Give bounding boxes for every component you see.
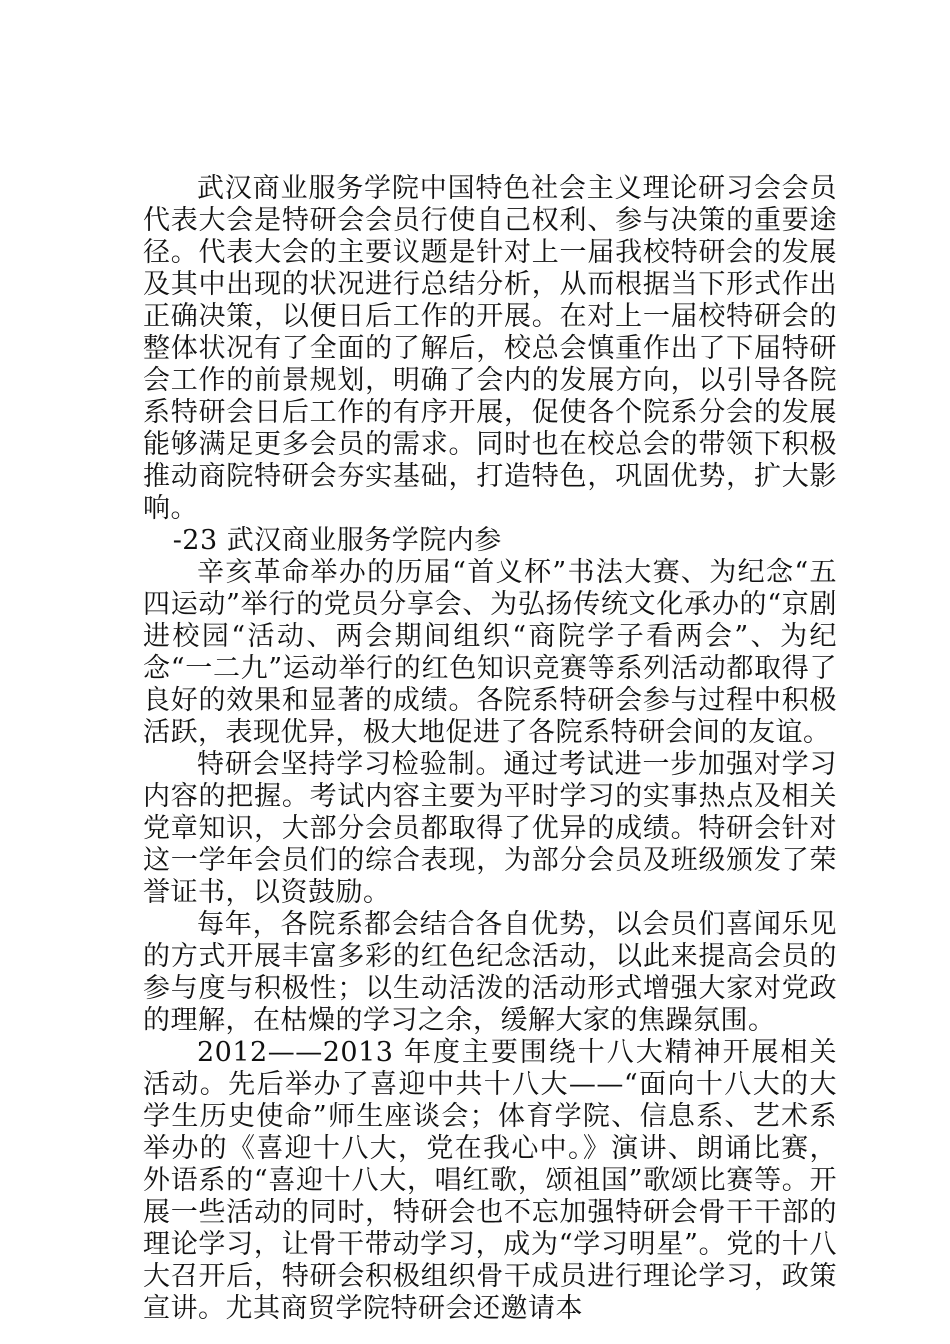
paragraph-activities: 辛亥革命举办的历届“首义杯”书法大赛、为纪念“五四运动”举行的党员分享会、为弘扬传统文化承办的“京剧进校园“活动、两会期间组织“商院学子看两会”、为纪念“一二九”运动举行的红色知识竞赛等系列活动都取得了良好的效果和显著的成绩。各院系特研会参与过程中积极活跃，表现优异，极大地促进了各院系特研会间的友谊。 bbox=[143, 557, 837, 748]
paragraph-source-note: -23 武汉商业服务学院内参 bbox=[172, 525, 502, 556]
paragraph-exams: 特研会坚持学习检验制。通过考试进一步加强对学习内容的把握。考试内容主要为平时学习的实事热点及相关党章知识，大部分会员都取得了优异的成绩。特研会针对这一学年会员们的综合表现，为部分会员及班级颁发了荣誉证书，以资鼓励。 bbox=[143, 749, 837, 908]
paragraph-annual-events: 每年，各院系都会结合各自优势，以会员们喜闻乐见的方式开展丰富多彩的红色纪念活动，以此来提高会员的参与度与积极性；以生动活泼的活动形式增强大家对党政的理解，在枯燥的学习之余，缓解大家的焦躁氛围。 bbox=[143, 909, 837, 1036]
document-body bbox=[143, 173, 837, 1325]
paragraph-congress: 武汉商业服务学院中国特色社会主义理论研习会会员代表大会是特研会会员行使自己权利、参与决策的重要途径。代表大会的主要议题是针对上一届我校特研会的发展及其中出现的状况进行总结分析，从而根据当下形式作出正确决策，以便日后工作的开展。在对上一届校特研会的整体状况有了全面的了解后，校总会慎重作出了下届特研会工作的前景规划，明确了会内的发展方向，以引导各院系特研会日后工作的有序开展，促使各个院系分会的发展能够满足更多会员的需求。同时也在校总会的带领下积极推动商院特研会夯实基础，打造特色，巩固优势，扩大影响。 bbox=[143, 173, 837, 524]
paragraph-2012-2013: 2012——2013 年度主要围绕十八大精神开展相关活动。先后举办了喜迎中共十八大——“面向十八大的大学生历史使命”师生座谈会；体育学院、信息系、艺术系举办的《喜迎十八大，党在我心中。》演讲、朗诵比赛，外语系的“喜迎十八大，唱红歌，颂祖国”歌颂比赛等。开展一些活动的同时，特研会也不忘加强特研会骨干干部的理论学习，让骨干带动学习，成为“学习明星”。党的十八大召开后，特研会积极组织骨干成员进行理论学习，政策宣讲。尤其商贸学院特研会还邀请本 bbox=[143, 1037, 837, 1324]
